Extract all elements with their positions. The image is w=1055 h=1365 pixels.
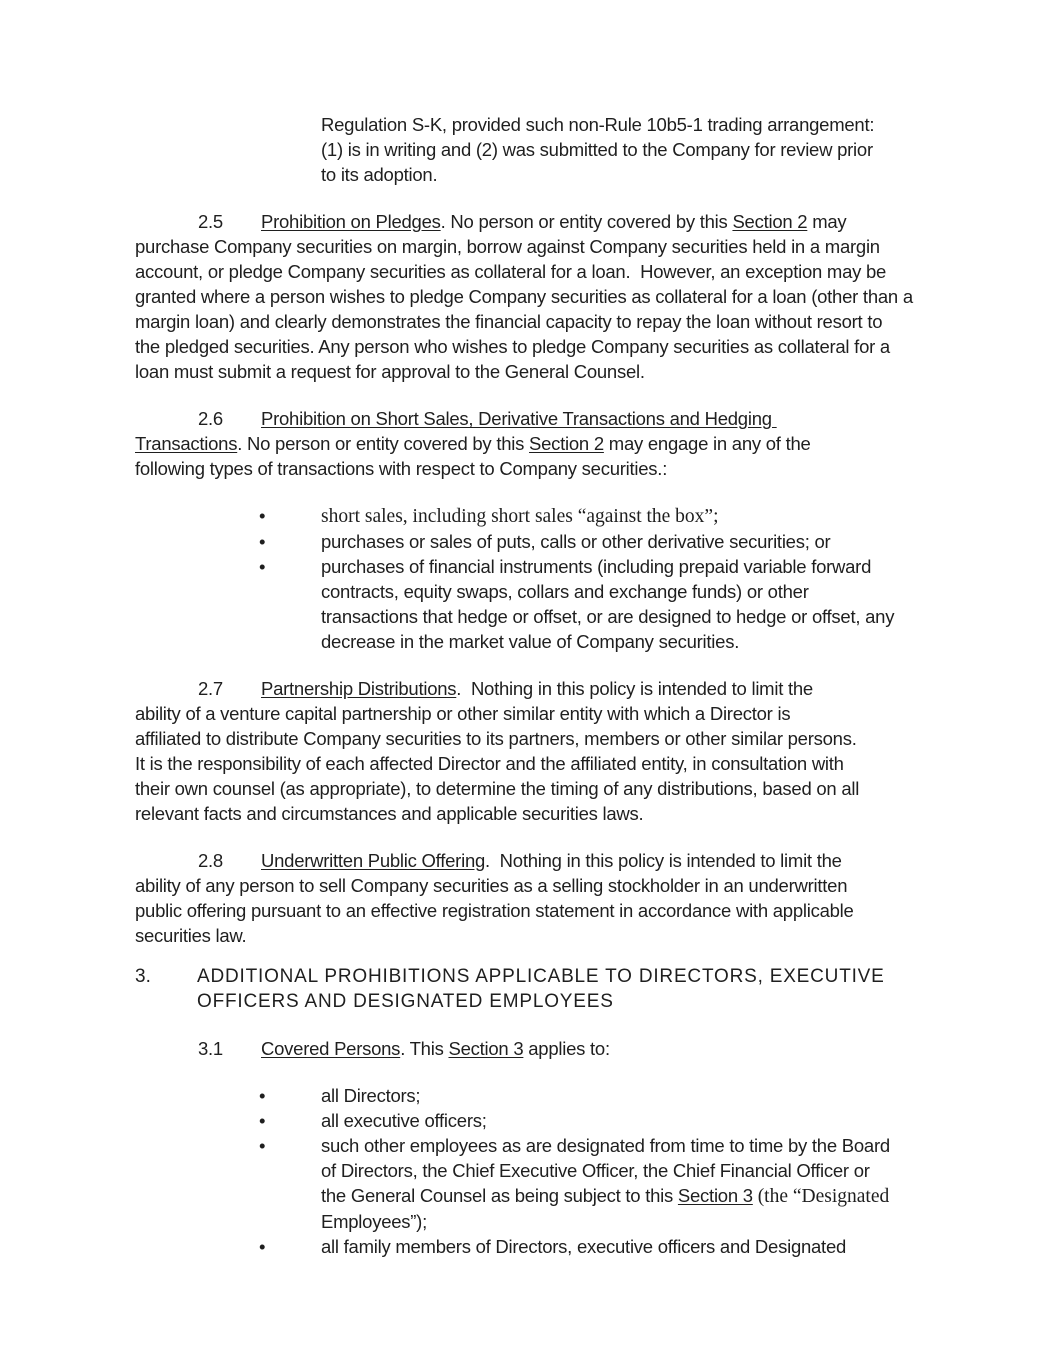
text-run: all executive officers; xyxy=(321,1110,487,1131)
text-run: relevant facts and circumstances and applicable securities laws. xyxy=(135,803,644,824)
text-run: . No person or entity covered by this xyxy=(440,211,733,232)
text-line xyxy=(135,209,1055,234)
policy-text xyxy=(135,112,1055,1259)
section-2-7 xyxy=(135,676,1055,826)
text-line xyxy=(321,629,1055,654)
text-run: granted where a person wishes to pledge Company securities as collateral for a loan (other than a xyxy=(135,286,913,307)
section-2-5 xyxy=(135,209,1055,384)
section-3-heading xyxy=(135,964,1055,1014)
text-line xyxy=(135,406,1055,431)
text-run: (the “Designated xyxy=(752,1186,890,1207)
text-line xyxy=(135,776,1055,801)
underlined-text-run: Prohibition on Pledges xyxy=(261,211,441,232)
text-line xyxy=(321,162,1055,187)
text-line xyxy=(135,751,1055,776)
text-run: transactions that hedge or offset, or are designed to hedge or offset, any xyxy=(321,606,895,627)
text-run: . No person or entity covered by this xyxy=(237,433,530,454)
text-run: all family members of Directors, executive officers and Designated xyxy=(321,1236,847,1257)
underlined-text-run: Section 2 xyxy=(732,211,808,232)
bullet-item xyxy=(135,1083,1055,1108)
text-line xyxy=(135,431,1055,456)
text-line xyxy=(135,234,1055,259)
text-line xyxy=(321,1183,1055,1209)
text-run: the General Counsel as being subject to this xyxy=(321,1185,678,1206)
section-2-8 xyxy=(135,848,1055,948)
text-run: margin loan) and clearly demonstrates the financial capacity to repay the loan without resort to xyxy=(135,311,883,332)
underlined-text-run: Transactions xyxy=(135,433,238,454)
text-run: may xyxy=(807,211,847,232)
text-line xyxy=(135,964,1055,989)
text-line xyxy=(259,1083,1055,1108)
text-run: ability of any person to sell Company securities as a selling stockholder in an underwritten xyxy=(135,875,848,896)
text-run: purchase Company securities on margin, borrow against Company securities held in a margin xyxy=(135,236,880,257)
text-line xyxy=(321,579,1055,604)
text-line xyxy=(321,137,1055,162)
bullet-list-3-1 xyxy=(135,1083,1055,1259)
text-line xyxy=(135,334,1055,359)
text-line xyxy=(321,1209,1055,1234)
section-2-6 xyxy=(135,406,1055,481)
text-line xyxy=(259,529,1055,554)
text-run: . Nothing in this policy is intended to limit the xyxy=(485,850,842,871)
underlined-text-run: Prohibition on Short Sales, Derivative Transactions and Hedging xyxy=(261,408,777,429)
text-line xyxy=(135,359,1055,384)
bullet-icon: • xyxy=(259,1085,266,1106)
text-line xyxy=(259,503,1055,529)
text-line xyxy=(321,112,1055,137)
text-run: It is the responsibility of each affected Director and the affiliated entity, in consultation with xyxy=(135,753,844,774)
intro-carryover-paragraph xyxy=(135,112,1055,187)
underlined-text-run: Section 3 xyxy=(448,1038,524,1059)
underlined-text-run: Partnership Distributions xyxy=(261,678,457,699)
text-line xyxy=(135,259,1055,284)
section-3-1 xyxy=(135,1036,1055,1061)
text-run: to its adoption. xyxy=(321,164,438,185)
text-line xyxy=(135,676,1055,701)
bullet-icon: • xyxy=(259,1110,266,1131)
text-line xyxy=(321,1158,1055,1183)
text-run: applies to: xyxy=(523,1038,610,1059)
text-line xyxy=(259,554,1055,579)
text-line xyxy=(135,801,1055,826)
text-run: purchases of financial instruments (including prepaid variable forward xyxy=(321,556,872,577)
heading-number: 3. xyxy=(135,966,151,987)
text-line xyxy=(135,456,1055,481)
underlined-text-run: Covered Persons xyxy=(261,1038,401,1059)
text-run: may engage in any of the xyxy=(603,433,811,454)
section-number: 2.8 xyxy=(198,850,223,871)
text-run: . This xyxy=(400,1038,449,1059)
text-run: their own counsel (as appropriate), to determine the timing of any distributions, based on all xyxy=(135,778,860,799)
bullet-item xyxy=(135,503,1055,529)
bullet-icon: • xyxy=(259,556,266,577)
underlined-text-run: Underwritten Public Offering xyxy=(261,850,486,871)
text-line xyxy=(135,873,1055,898)
text-line xyxy=(321,604,1055,629)
bullet-item xyxy=(135,1234,1055,1259)
bullet-item xyxy=(135,529,1055,554)
text-run: ability of a venture capital partnership or other similar entity with which a Director is xyxy=(135,703,791,724)
text-run: purchases or sales of puts, calls or other derivative securities; or xyxy=(321,531,831,552)
text-run: short sales, including short sales “against the box”; xyxy=(321,506,719,527)
text-run: contracts, equity swaps, collars and exchange funds) or other xyxy=(321,581,809,602)
text-run: public offering pursuant to an effective registration statement in accordance with applicable xyxy=(135,900,854,921)
text-run: affiliated to distribute Company securities to its partners, members or other similar persons. xyxy=(135,728,857,749)
text-run: securities law. xyxy=(135,925,247,946)
bullet-icon: • xyxy=(259,1135,266,1156)
text-line xyxy=(135,923,1055,948)
text-line xyxy=(259,1234,1055,1259)
bullet-item xyxy=(135,1133,1055,1234)
text-line xyxy=(135,898,1055,923)
bullet-icon: • xyxy=(259,531,266,552)
text-line xyxy=(135,701,1055,726)
text-run: of Directors, the Chief Executive Officer, the Chief Financial Officer or xyxy=(321,1160,870,1181)
text-run: (1) is in writing and (2) was submitted to the Company for review prior xyxy=(321,139,873,160)
text-run: such other employees as are designated from time to time by the Board xyxy=(321,1135,890,1156)
text-run: ADDITIONAL PROHIBITIONS APPLICABLE TO DIRECTORS, EXECUTIVE xyxy=(197,966,885,987)
text-line xyxy=(135,726,1055,751)
text-line xyxy=(259,1133,1055,1158)
text-run: account, or pledge Company securities as collateral for a loan. However, an exception may be xyxy=(135,261,887,282)
text-run: OFFICERS AND DESIGNATED EMPLOYEES xyxy=(197,991,614,1012)
underlined-text-run: Section 2 xyxy=(529,433,604,454)
section-number: 2.6 xyxy=(198,408,223,429)
text-run: Regulation S-K, provided such non-Rule 10b5-1 trading arrangement: xyxy=(321,114,875,135)
text-line xyxy=(135,284,1055,309)
text-line xyxy=(197,989,1055,1014)
text-run: the pledged securities. Any person who wishes to pledge Company securities as collateral for a xyxy=(135,336,890,357)
section-number: 3.1 xyxy=(198,1038,223,1059)
section-number: 2.7 xyxy=(198,678,223,699)
text-run: all Directors; xyxy=(321,1085,421,1106)
bullet-item xyxy=(135,554,1055,654)
text-line xyxy=(135,848,1055,873)
underlined-text-run: Section 3 xyxy=(677,1185,753,1206)
text-line xyxy=(135,1036,1055,1061)
text-run: . Nothing in this policy is intended to limit the xyxy=(456,678,813,699)
section-number: 2.5 xyxy=(198,211,223,232)
bullet-item xyxy=(135,1108,1055,1133)
text-run: Employees”); xyxy=(321,1211,427,1232)
bullet-icon: • xyxy=(259,505,266,526)
text-line xyxy=(259,1108,1055,1133)
bullet-list-2-6 xyxy=(135,503,1055,654)
bullet-icon: • xyxy=(259,1236,266,1257)
text-run: following types of transactions with respect to Company securities.: xyxy=(135,458,668,479)
text-run: loan must submit a request for approval to the General Counsel. xyxy=(135,361,645,382)
text-line xyxy=(135,309,1055,334)
text-run: decrease in the market value of Company securities. xyxy=(321,631,740,652)
